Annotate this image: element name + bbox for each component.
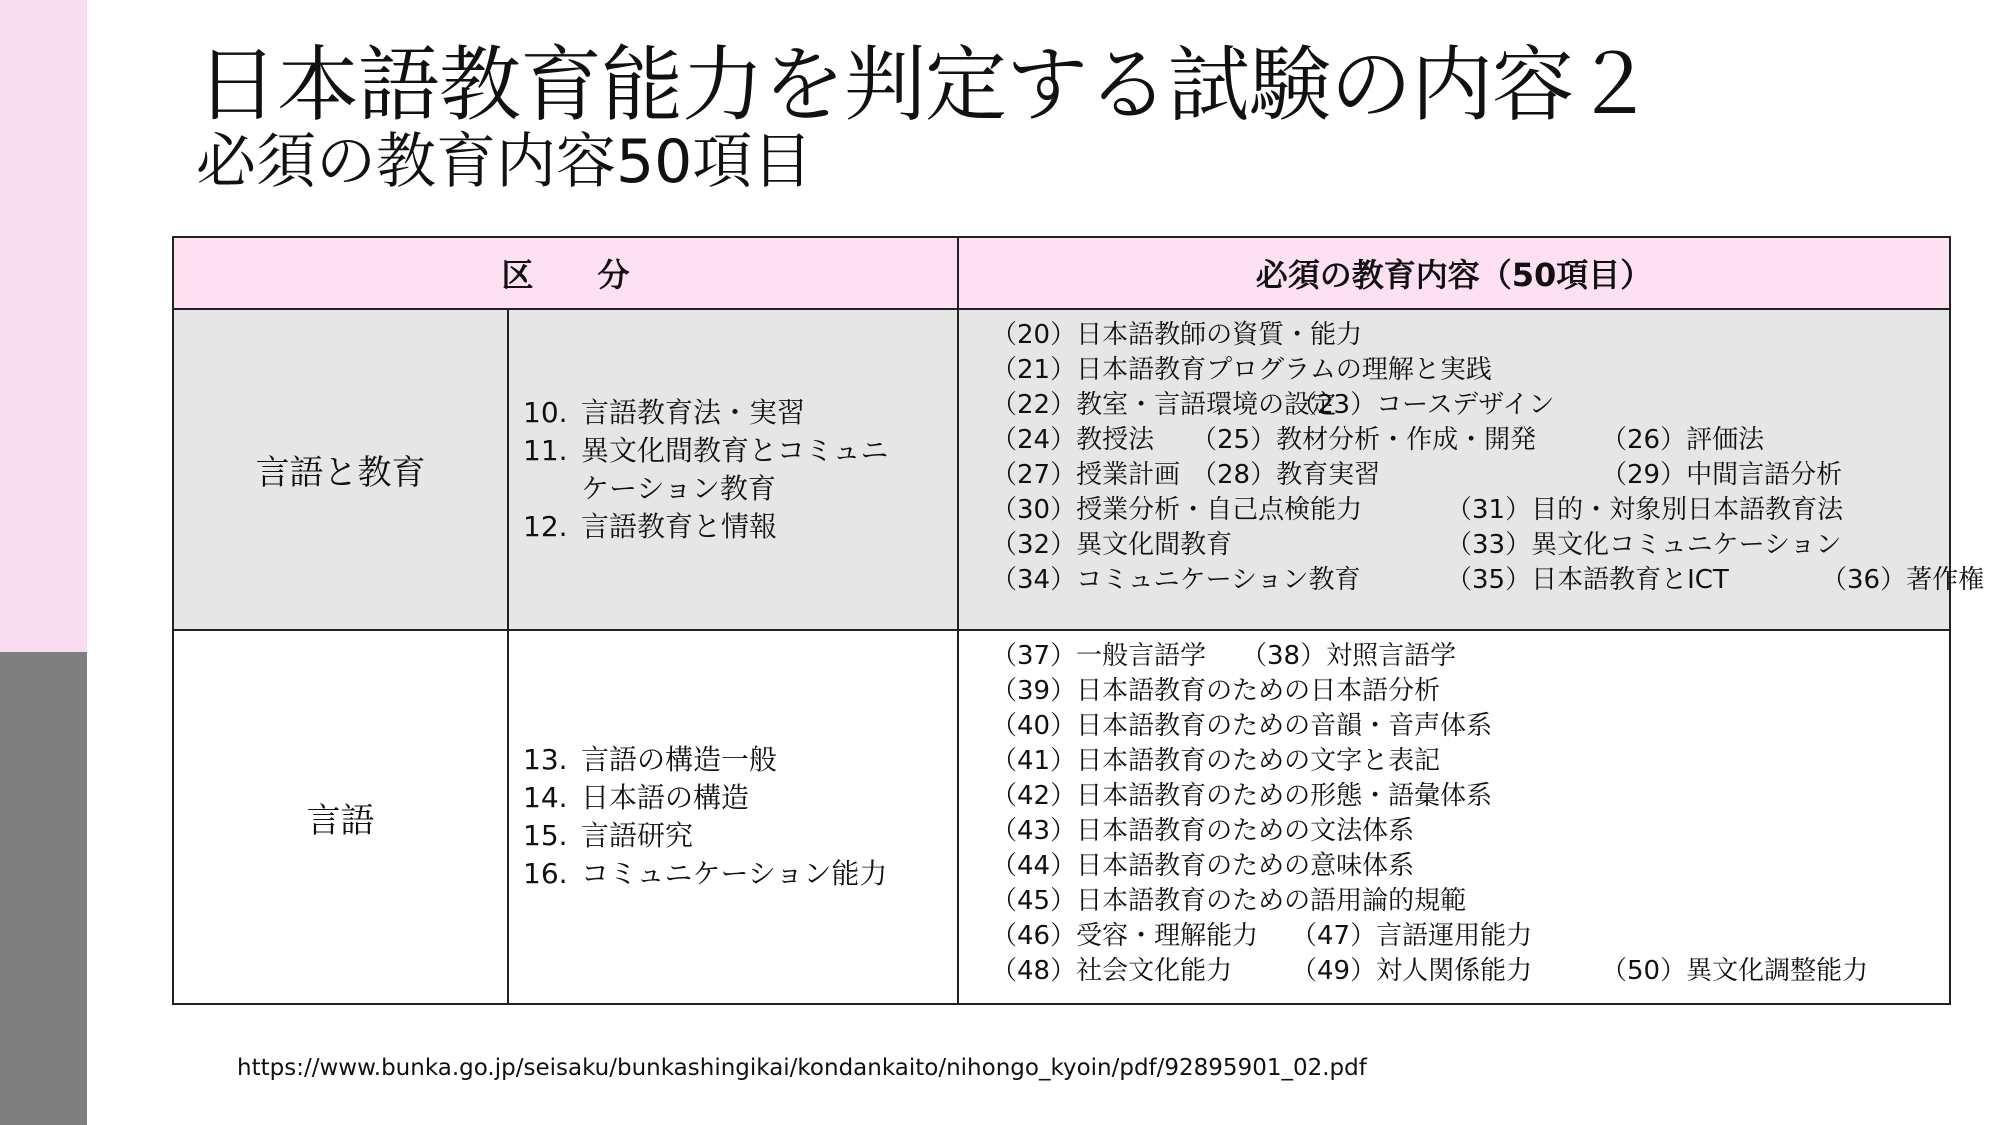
content-line [991, 563, 1985, 598]
content-item: （24）教授法 [991, 425, 1155, 455]
row-contents [958, 630, 1950, 1004]
subcategory-text: 言語教育法・実習 [581, 395, 806, 429]
table-row [173, 309, 1950, 630]
subcategory-text: 言語教育と情報 [581, 509, 778, 543]
row-contents [958, 309, 1985, 630]
content-line [991, 458, 1949, 493]
content-item: （49）対人関係能力 [1291, 956, 1533, 986]
content-item: （21）日本語教育プログラムの理解と実践 [991, 355, 1492, 385]
content-line [991, 779, 1949, 814]
row-subcategories [508, 309, 958, 630]
content-line [991, 388, 1949, 423]
content-item: （33）異文化コミュニケーション [1446, 530, 1842, 560]
content-line [991, 639, 1949, 674]
content-item: （23）コースデザイン [1291, 390, 1555, 420]
table-header-row [173, 237, 1950, 309]
content-item: （42）日本語教育のための形態・語彙体系 [991, 781, 1493, 811]
subcategory-number: 10. [523, 395, 568, 429]
content-line [991, 674, 1949, 709]
subcategory-text: 言語の構造一般 [581, 743, 778, 776]
content-line [991, 709, 1949, 744]
content-table [172, 236, 1985, 1005]
content-line [991, 744, 1949, 779]
content-item: （48）社会文化能力 [991, 956, 1233, 986]
subcategory-number: 16. [523, 857, 568, 890]
subcategory-item [523, 779, 957, 817]
content-item: （37）一般言語学 [991, 641, 1207, 671]
subcategory-number: 15. [523, 819, 568, 852]
content-line [991, 814, 1949, 849]
content-item: （45）日本語教育のための語用論的規範 [991, 886, 1467, 916]
row-category: 言語と教育 [173, 309, 508, 630]
content-item: （47）言語運用能力 [1291, 921, 1533, 951]
content-item: （31）目的・対象別日本語教育法 [1446, 495, 1844, 525]
subcategory-number: 14. [523, 781, 568, 814]
side-bar-pink [0, 0, 87, 652]
content-item: （39）日本語教育のための日本語分析 [991, 676, 1441, 706]
subcategory-text: 言語研究 [581, 819, 694, 852]
content-item: （32）異文化間教育 [991, 530, 1233, 560]
content-line [991, 884, 1949, 919]
content-item: （26）評価法 [1601, 425, 1765, 455]
content-item: （36）著作権 [1821, 565, 1985, 595]
header-category: 区 分 [173, 237, 958, 309]
subcategory-text: ケーション教育 [581, 471, 776, 505]
content-item: （44）日本語教育のための意味体系 [991, 851, 1415, 881]
side-bar-gray [0, 652, 87, 1125]
content-item: （25）教材分析・作成・開発 [1191, 425, 1537, 455]
content-item: （34）コミュニケーション教育 [991, 565, 1361, 595]
row-category: 言語 [173, 630, 508, 1004]
subcategory-item [523, 741, 957, 779]
content-item: （29）中間言語分析 [1601, 460, 1843, 490]
subcategory-number: 12. [523, 509, 568, 543]
content-line [991, 919, 1949, 954]
subcategory-item [523, 855, 957, 893]
content-line [991, 423, 1949, 458]
subcategory-text: コミュニケーション能力 [581, 857, 888, 890]
table-row [173, 630, 1950, 1004]
content-item: （38）対照言語学 [1241, 641, 1457, 671]
content-line [991, 318, 1949, 353]
subcategory-item [523, 817, 957, 855]
content-line [991, 528, 1949, 563]
content-item: （28）教育実習 [1191, 460, 1381, 490]
header-content: 必須の教育内容（50項目） [958, 237, 1950, 309]
subcategory-number: 11. [523, 433, 568, 467]
content-item: （46）受容・理解能力 [991, 921, 1259, 951]
content-item: （41）日本語教育のための文字と表記 [991, 746, 1441, 776]
content-item: （30）授業分析・自己点検能力 [991, 495, 1363, 525]
subcategory-text: 日本語の構造 [581, 781, 750, 814]
content-item: （20）日本語教師の資質・能力 [991, 320, 1363, 350]
subcategory-item [523, 508, 957, 546]
content-line [991, 353, 1949, 388]
subcategory-number [523, 470, 581, 508]
content-line [991, 849, 1949, 884]
source-link[interactable]: https://www.bunka.go.jp/seisaku/bunkashingikai/kondankaito/nihongo_kyoin/pdf/92895901_02.pdf [237, 1055, 1367, 1081]
subcategory-item [523, 432, 957, 470]
page-subtitle: 必須の教育内容50項目 [196, 127, 813, 197]
content-item: （27）授業計画 [991, 460, 1181, 490]
content-item: （43）日本語教育のための文法体系 [991, 816, 1415, 846]
page-title: 日本語教育能力を判定する試験の内容２ [196, 38, 1655, 133]
subcategory-item [523, 470, 957, 508]
content-item: （50）異文化調整能力 [1601, 956, 1869, 986]
content-item: （35）日本語教育とICT [1446, 565, 1729, 595]
subcategory-item [523, 394, 957, 432]
content-line [991, 493, 1949, 528]
subcategory-text: 異文化間教育とコミュニ [581, 433, 889, 467]
content-line [991, 954, 1949, 989]
row-subcategories [508, 630, 958, 1004]
subcategory-number: 13. [523, 743, 568, 776]
content-item: （40）日本語教育のための音韻・音声体系 [991, 711, 1493, 741]
content-item: （22）教室・言語環境の設定 [991, 390, 1337, 420]
